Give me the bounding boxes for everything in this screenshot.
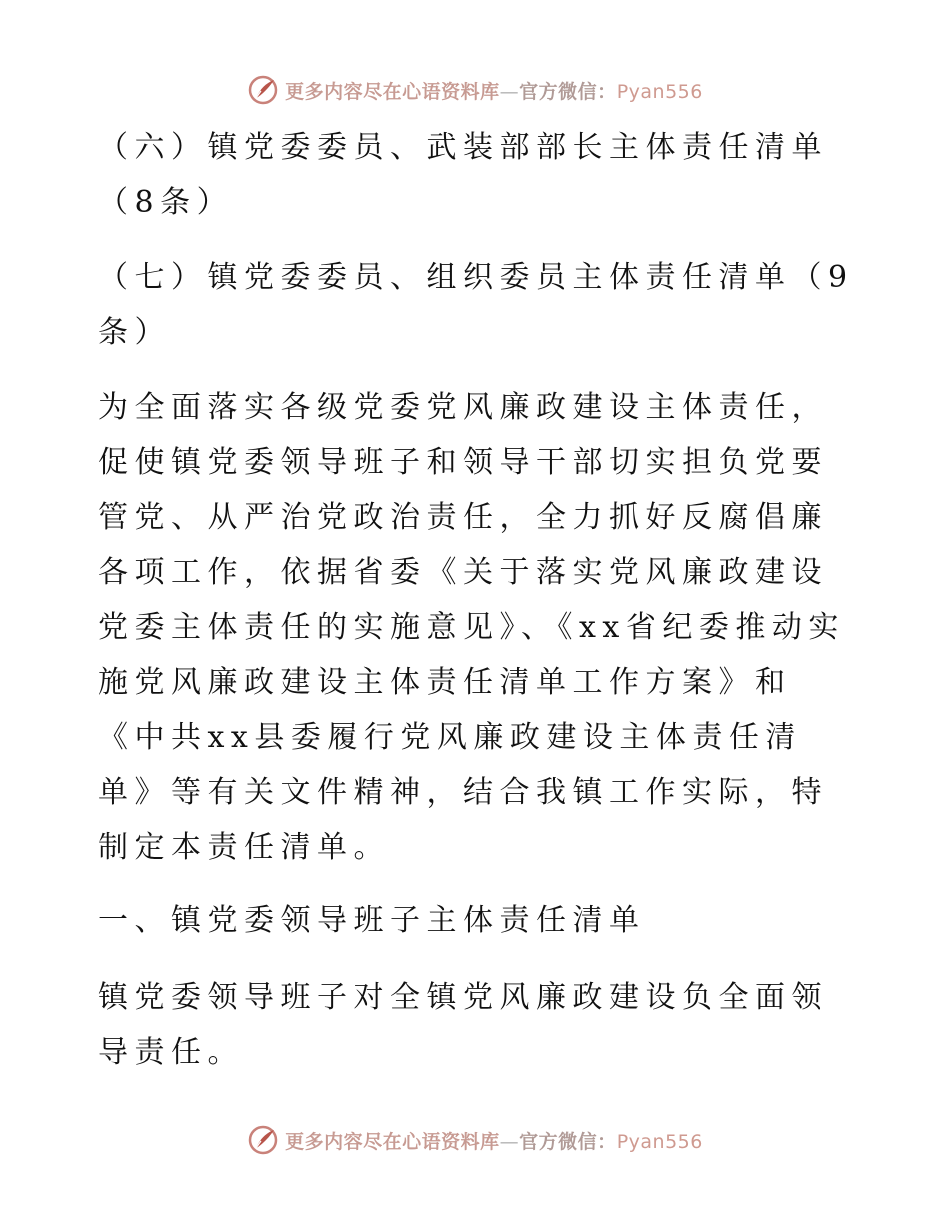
header-watermark [0, 70, 950, 110]
intro-paragraph: 为全面落实各级党委党风廉政建设主体责任，促使镇党委领导班子和领导干部切实担负党要管党、从严治党政治责任，全力抓好反腐倡廉各项工作，依据省委《关于落实党风廉政建设党委主体责任的实施意见》、《xx省纪委推动实施党风廉政建设主体责任清单工作方案》和《中共xx县委履行党风廉政建设主体责任清单》等有关文件精神，结合我镇工作实际，特制定本责任清单。 [98, 390, 845, 865]
watermark-wechat-id: Pyan556 [616, 80, 703, 103]
watermark-text [285, 1127, 703, 1154]
watermark-wechat-label: 官方微信： [519, 80, 617, 103]
watermark-separator: — [499, 80, 520, 103]
document-body [98, 120, 858, 1080]
watermark-text [285, 77, 703, 104]
list-item-seven: （七）镇党委委员、组织委员主体责任清单（9条） [98, 260, 854, 350]
watermark-wechat-label: 官方微信： [519, 1130, 617, 1153]
watermark-separator: — [499, 1130, 520, 1153]
watermark-wechat-id: Pyan556 [616, 1130, 703, 1153]
watermark-brand: 更多内容尽在心语资料库 [285, 1130, 500, 1153]
section-body: 镇党委领导班子对全镇党风廉政建设负全面领导责任。 [98, 980, 828, 1070]
footer-watermark [0, 1120, 950, 1160]
feather-pen-icon [247, 74, 279, 106]
feather-pen-icon [247, 1124, 279, 1156]
watermark-brand: 更多内容尽在心语资料库 [285, 80, 500, 103]
list-item-six: （六）镇党委委员、武装部部长主体责任清单（8条） [98, 130, 828, 220]
section-title: 一、镇党委领导班子主体责任清单 [98, 903, 646, 938]
